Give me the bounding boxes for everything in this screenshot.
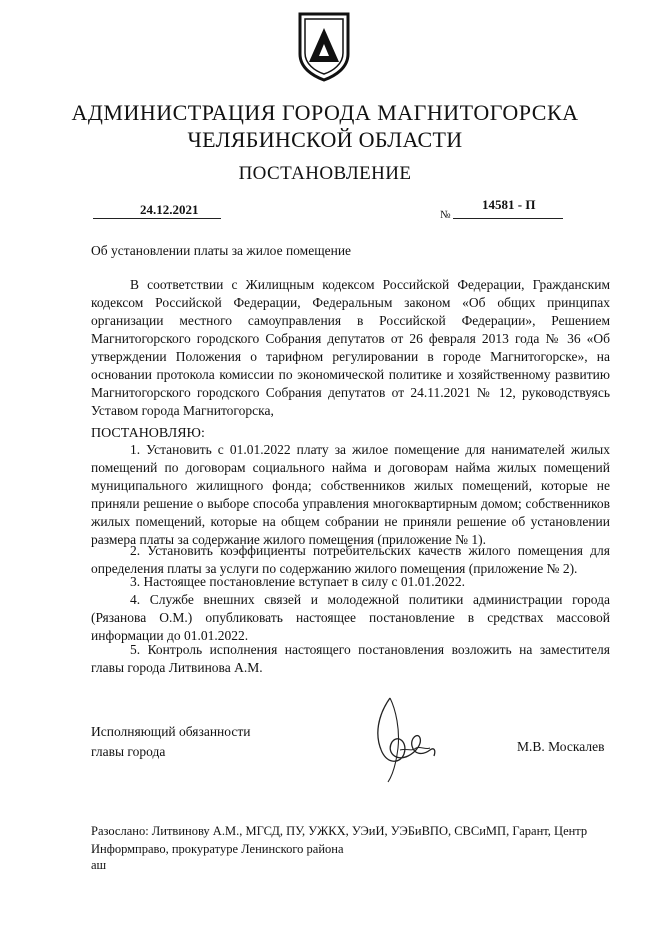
decree-item-4: 4. Службе внешних связей и молодежной политики администрации города (Рязанова О.М.) опубликовать настоящее постановление в средствах массовой информации до 01.01.2022. [91,592,610,643]
distribution-list: Разослано: Литвинову А.М., МГСД, ПУ, УЖКХ, УЭиИ, УЭБиВПО, СВСиМП, Гарант, Центр Информправо, прокуратуре Ленинского района [91,824,588,856]
decree-word: ПОСТАНОВЛЯЮ: [91,426,205,441]
document-date: 24.12.2021 [140,202,199,217]
organization-region: ЧЕЛЯБИНСКОЙ ОБЛАСТИ [187,127,463,152]
document-type: ПОСТАНОВЛЕНИЕ [238,163,412,184]
decree-item-1: 1. Установить с 01.01.2022 плату за жилое помещение для нанимателей жилых помещений по договорам социального найма и договорам найма жилых помещений муниципального жилищного фонда; собственников жилых помещений, которые не приняли решение о выборе способа управления многоквартирным домом; собственников жилых помещений, которые на общем собрании не приняли решение об установлении размера платы за содержание жилого помещения (приложение № 1). [91,442,610,547]
signatory-position [91,722,250,762]
decree-item-2: 2. Установить коэффициенты потребительских качеств жилого помещения для определения платы за услуги по содержанию жилого помещения (приложение № 2). [91,543,610,576]
number-label: № [440,209,451,221]
signatory-name: М.В. Москалев [517,739,605,754]
signatory-position-line-2: главы города [91,744,166,759]
handwritten-signature-icon [360,690,450,785]
decree-item-3: 3. Настоящее постановление вступает в силу с 01.01.2022. [130,574,466,589]
coat-of-arms-icon [295,10,353,82]
executor-initials: аш [91,858,107,872]
document-number: 14581 - П [482,197,536,212]
preamble-paragraph: В соответствии с Жилищным кодексом Российской Федерации, Гражданским кодексом Российской Федерации, Федеральным законом «Об общих принципах организации местного самоуправления в Российской Федерации», Решением Магнитогорского городского Собрания депутатов от 26 февраля 2013 года № 36 «Об утверждении Положения о тарифном регулировании в городе Магнитогорске», на основании протокола комиссии по экономической политике и хозяйственному развитию Магнитогорского городского Собрания депутатов от 24.11.2021 № 12, руководствуясь Уставом города Магнитогорска, [91,277,610,418]
date-underline [93,218,221,219]
decree-item-5: 5. Контроль исполнения настоящего постановления возложить на заместителя главы города Литвинова А.М. [91,642,610,675]
number-underline [453,218,563,219]
signatory-position-line-1: Исполняющий обязанности [91,724,251,739]
document-subject: Об установлении платы за жилое помещение [91,243,352,258]
organization-name: АДМИНИСТРАЦИЯ ГОРОДА МАГНИТОГОРСКА [71,100,579,125]
